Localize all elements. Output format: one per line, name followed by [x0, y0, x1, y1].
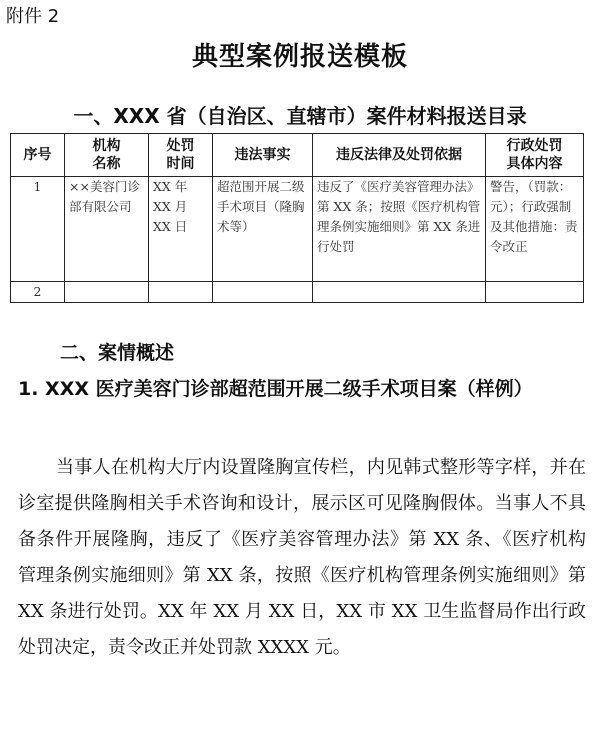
column-header-no: 序号	[11, 134, 65, 177]
section-1-heading: 一、XXX 省（自治区、直辖市）案件材料报送目录	[73, 104, 527, 128]
cell-basis: 违反了《医疗美容管理办法》第 XX 条；按照《医疗机构管理条例实施细则》第 XX 条进行处罚	[313, 177, 486, 282]
column-header-institution: 机构 名称	[65, 134, 149, 177]
cell-no: 2	[11, 282, 65, 303]
cell-institution: ××美容门诊部有限公司	[65, 177, 149, 282]
document-title: 典型案例报送模板	[191, 42, 408, 72]
column-header-penalty: 行政处罚 具体内容	[486, 134, 584, 177]
table-row	[11, 177, 584, 282]
section-2-heading: 二、案情概述	[60, 342, 175, 364]
annex-label: 附件 2	[6, 6, 60, 27]
cell-time: XX 年 XX 月 XX 日	[149, 177, 213, 282]
table-row	[11, 282, 584, 303]
case-body-paragraph: 当事人在机构大厅内设置隆胸宣传栏，内见韩式整形等字样，并在诊室提供隆胸相关手术咨询和设计，展示区可见隆胸假体。当事人不具备条件开展隆胸，违反了《医疗美容管理办法》第 XX 条、《医疗机构管理条例实施细则》第 XX 条，按照《医疗机构管理条例实施细则》第 XX 条进行处罚。XX 年 XX 月 XX 日，XX 市 XX 卫生监督局作出行政处罚决定，责令改正并处罚款 XXXX 元。	[18, 457, 586, 658]
case-title: 1. XXX 医疗美容门诊部超范围开展二级手术项目案（样例）	[18, 378, 533, 400]
table-header-row	[11, 134, 584, 177]
cell-penalty: 警告，（罚款： 元）；行政强制及其他措施：责令改正	[486, 177, 584, 282]
cell-time	[149, 282, 213, 303]
column-header-basis: 违反法律及处罚依据	[313, 134, 486, 177]
cell-basis	[313, 282, 486, 303]
cell-facts: 超范围开展二级手术项目（隆胸术等）	[213, 177, 313, 282]
cell-institution	[65, 282, 149, 303]
cell-facts	[213, 282, 313, 303]
case-catalog-table	[10, 133, 584, 303]
cell-penalty	[486, 282, 584, 303]
cell-no: 1	[11, 177, 65, 282]
column-header-facts: 违法事实	[213, 134, 313, 177]
column-header-time: 处罚 时间	[149, 134, 213, 177]
